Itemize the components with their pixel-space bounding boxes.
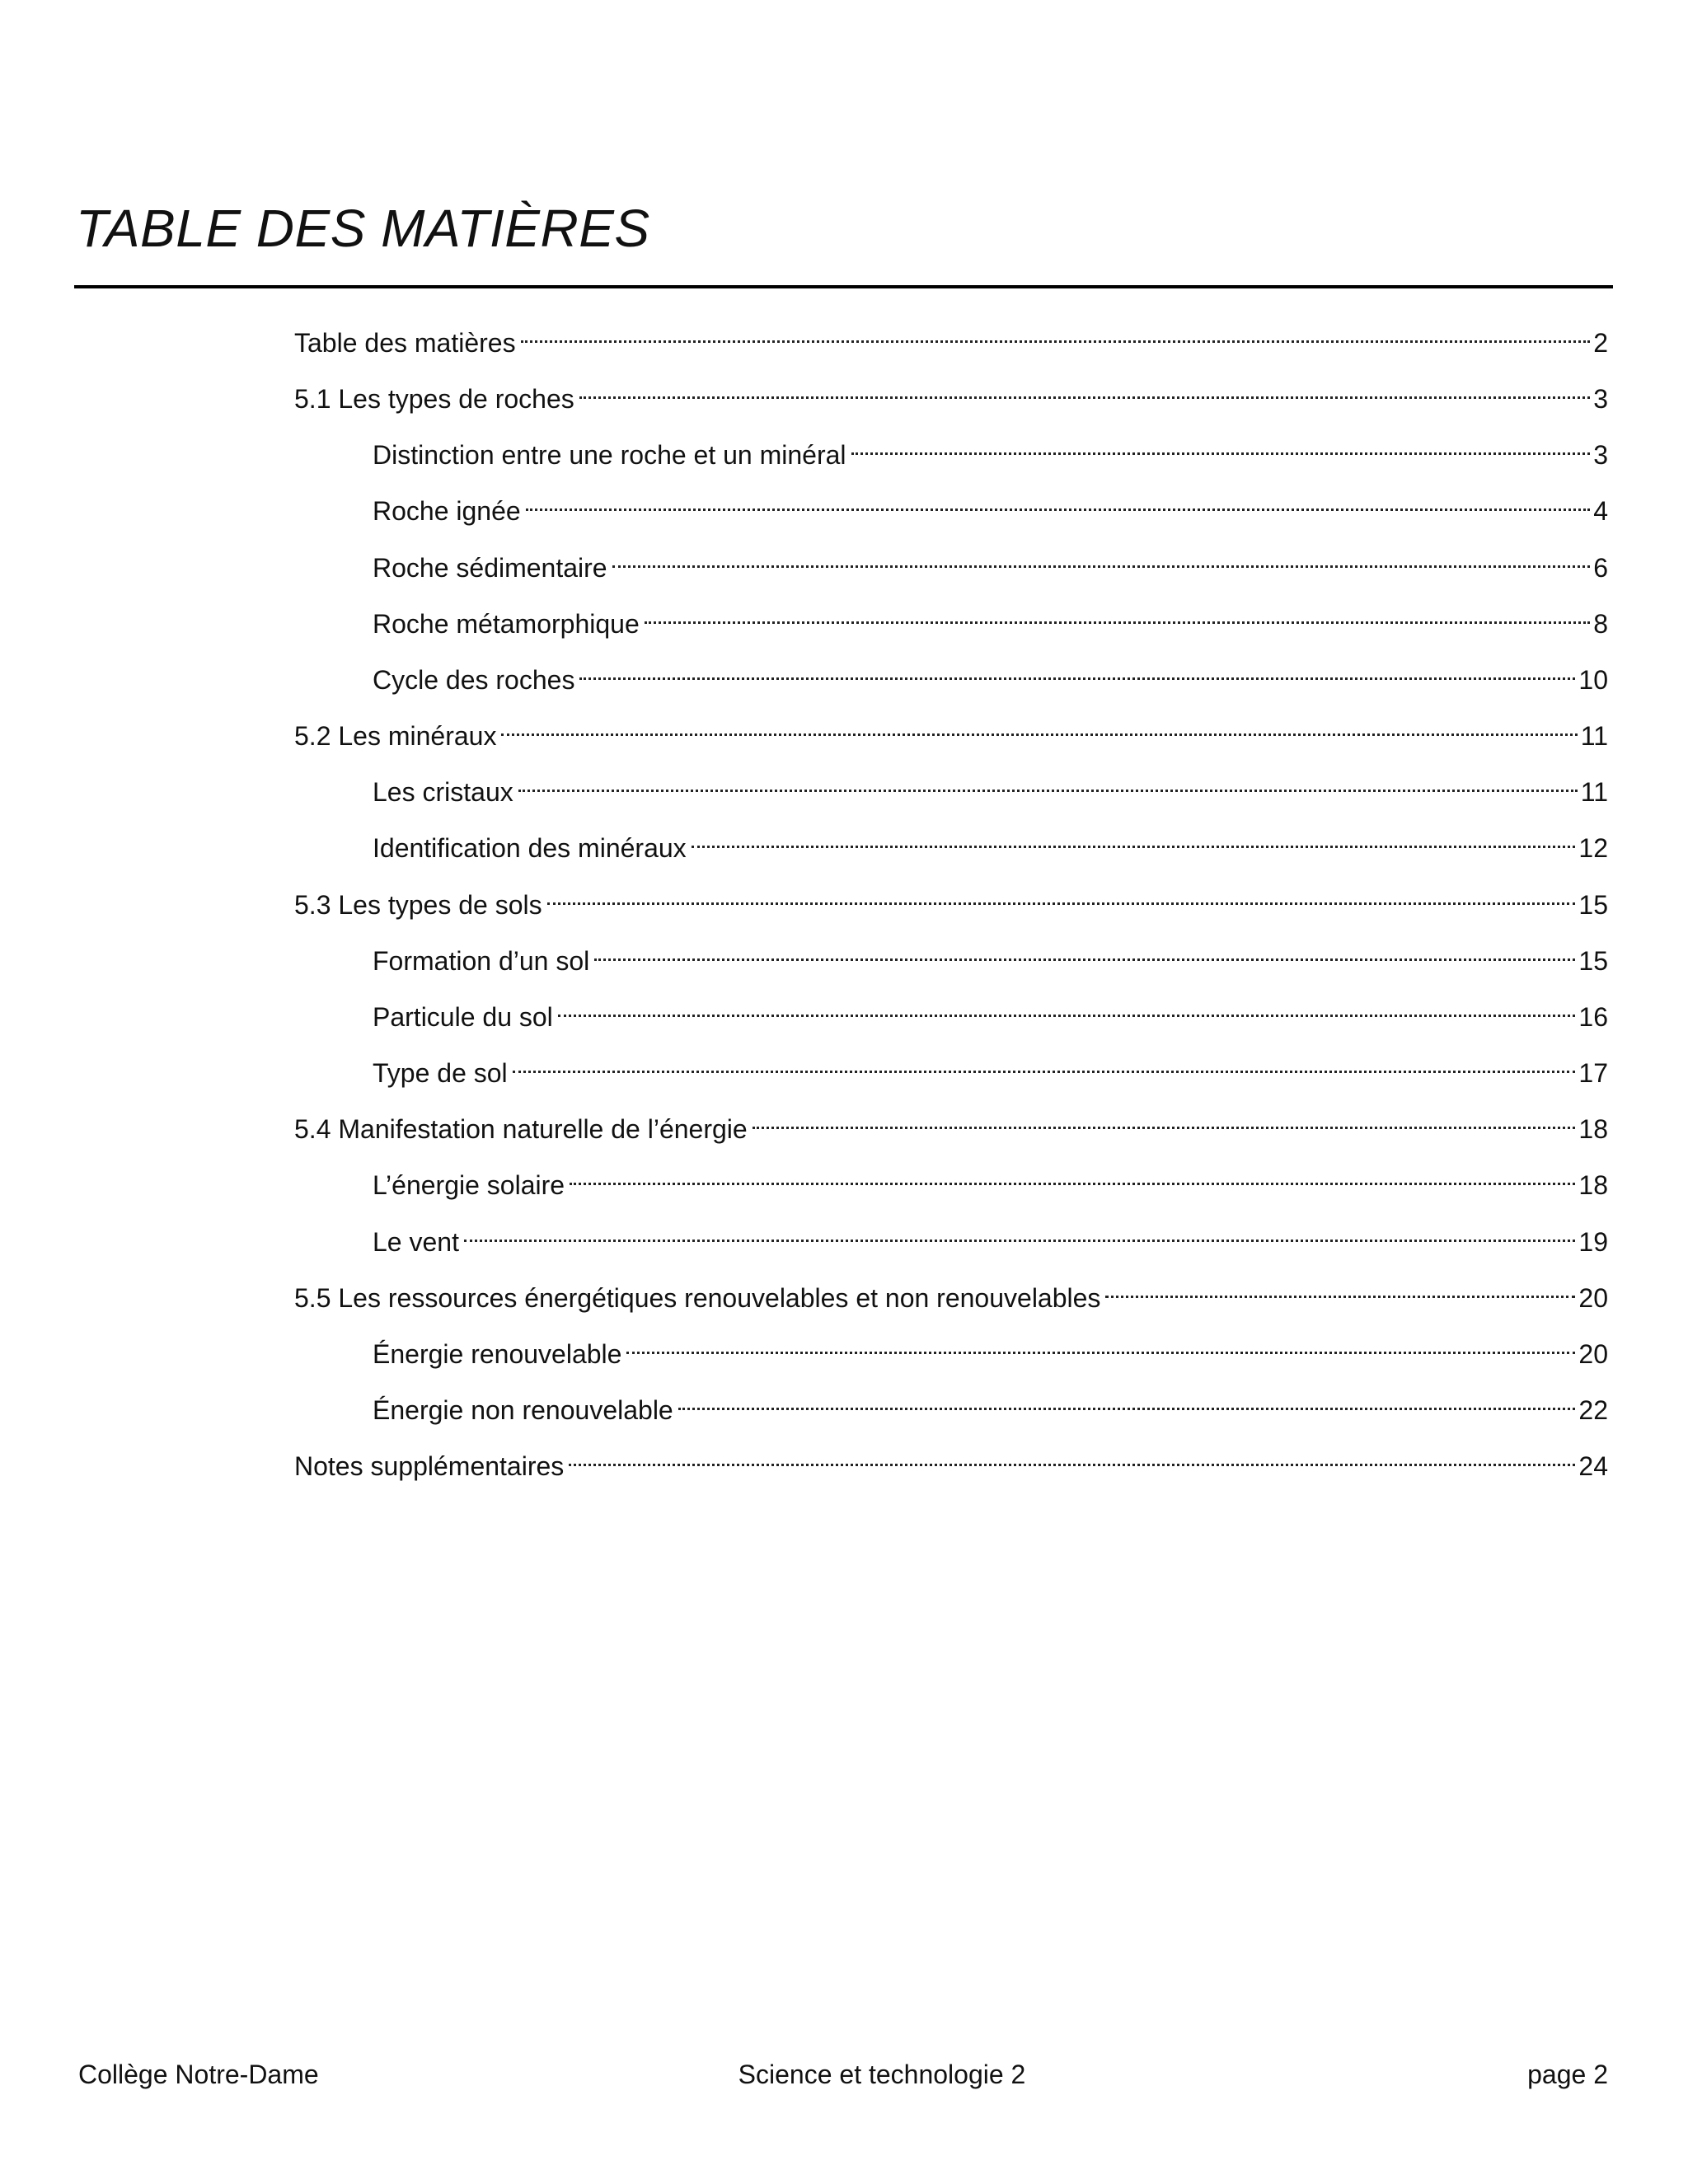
toc-dot-leader (692, 821, 1576, 857)
toc-dot-leader (526, 484, 1590, 520)
toc-entry-page: 2 (1593, 328, 1608, 358)
toc-entry[interactable] (373, 1383, 1608, 1425)
toc-entry-title: Cycle des roches (373, 665, 575, 695)
toc-dot-leader (612, 541, 1590, 577)
toc-entry-title: Type de sol (373, 1058, 508, 1088)
toc-dot-leader (464, 1215, 1575, 1251)
toc-dot-leader (626, 1327, 1575, 1363)
footer-page-number: page 2 (1527, 2060, 1608, 2089)
toc-entry-title: Le vent (373, 1227, 459, 1257)
toc-entry-title: Identification des minéraux (373, 833, 687, 863)
footer-school-name: Collège Notre-Dame (78, 2060, 319, 2089)
toc-entry-title: Particule du sol (373, 1002, 553, 1032)
page-footer (0, 2056, 1688, 2093)
toc-entry-page: 11 (1580, 721, 1608, 751)
toc-entry[interactable] (373, 934, 1608, 976)
toc-entry-title: Énergie non renouvelable (373, 1395, 673, 1425)
toc-dot-leader (594, 934, 1575, 970)
toc-entry[interactable] (294, 709, 1608, 751)
toc-entry-title: Énergie renouvelable (373, 1339, 622, 1369)
toc-entry-page: 20 (1578, 1283, 1608, 1313)
toc-entry[interactable] (373, 765, 1608, 807)
toc-entry[interactable] (294, 1271, 1608, 1313)
toc-entry[interactable] (373, 1215, 1608, 1257)
toc-entry-title: Distinction entre une roche et un minéral (373, 440, 846, 470)
toc-entry[interactable] (373, 1158, 1608, 1200)
toc-entry-title: L’énergie solaire (373, 1170, 565, 1200)
toc-dot-leader (753, 1102, 1576, 1138)
toc-entry[interactable] (373, 653, 1608, 695)
toc-entry[interactable] (373, 1046, 1608, 1088)
toc-entry[interactable] (373, 428, 1608, 470)
toc-dot-leader (521, 316, 1590, 352)
toc-dot-leader (501, 709, 1577, 745)
toc-entry-page: 18 (1578, 1170, 1608, 1200)
toc-entry-page: 8 (1593, 609, 1608, 639)
toc-dot-leader (518, 765, 1578, 801)
toc-dot-leader (513, 1046, 1576, 1082)
toc-dot-leader (678, 1383, 1576, 1419)
toc-entry-title: 5.4 Manifestation naturelle de l’énergie (294, 1114, 748, 1144)
toc-dot-leader (1105, 1271, 1575, 1307)
toc-entry-page: 16 (1578, 1002, 1608, 1032)
toc-entry-title: Roche sédimentaire (373, 553, 607, 583)
toc-entry-page: 22 (1578, 1395, 1608, 1425)
toc-entry-title: Notes supplémentaires (294, 1451, 565, 1481)
toc-entry-title: Les cristaux (373, 777, 513, 807)
toc-entry-page: 3 (1593, 440, 1608, 470)
toc-entry[interactable] (373, 541, 1608, 583)
toc-entry[interactable] (294, 372, 1608, 414)
toc-dot-leader (570, 1158, 1575, 1194)
toc-entry-page: 6 (1593, 553, 1608, 583)
toc-entry[interactable] (373, 990, 1608, 1032)
page-title: TABLE DES MATIÈRES (76, 199, 650, 258)
toc-dot-leader (569, 1439, 1575, 1475)
toc-entry-title: 5.2 Les minéraux (294, 721, 497, 751)
toc-entry-page: 17 (1578, 1058, 1608, 1088)
toc-entry-title: 5.1 Les types de roches (294, 384, 574, 414)
toc-entry[interactable] (294, 316, 1608, 358)
toc-entry-page: 3 (1593, 384, 1608, 414)
toc-entry-page: 10 (1578, 665, 1608, 695)
toc-entry-title: Roche ignée (373, 496, 521, 526)
toc-entry-page: 12 (1578, 833, 1608, 863)
toc-entry-title: Roche métamorphique (373, 609, 640, 639)
toc-entry-title: 5.3 Les types de sols (294, 890, 542, 920)
toc-entry-title: Table des matières (294, 328, 516, 358)
toc-dot-leader (579, 653, 1575, 689)
toc-entry-page: 20 (1578, 1339, 1608, 1369)
toc-entry[interactable] (294, 1439, 1608, 1481)
toc-entry-title: 5.5 Les ressources énergétiques renouvelables et non renouvelables (294, 1283, 1101, 1313)
toc-dot-leader (851, 428, 1590, 464)
toc-entry-page: 19 (1578, 1227, 1608, 1257)
footer-course-title: Science et technologie 2 (738, 2060, 1026, 2089)
toc-entry[interactable] (373, 597, 1608, 639)
toc-dot-leader (558, 990, 1576, 1026)
title-rule (74, 285, 1613, 288)
toc-entry-title: Formation d’un sol (373, 946, 590, 976)
toc-entry[interactable] (373, 1327, 1608, 1369)
toc-entry-page: 15 (1578, 890, 1608, 920)
toc-entry[interactable] (294, 878, 1608, 920)
toc-entry-page: 4 (1593, 496, 1608, 526)
toc-entry-page: 24 (1578, 1451, 1608, 1481)
toc-dot-leader (645, 597, 1590, 633)
toc-entry-page: 11 (1580, 777, 1608, 807)
toc-dot-leader (547, 878, 1576, 914)
toc-dot-leader (579, 372, 1590, 408)
toc-entry[interactable] (373, 484, 1608, 526)
toc-entry-page: 18 (1578, 1114, 1608, 1144)
toc-entry[interactable] (373, 821, 1608, 863)
toc-entry[interactable] (294, 1102, 1608, 1144)
toc-entry-page: 15 (1578, 946, 1608, 976)
